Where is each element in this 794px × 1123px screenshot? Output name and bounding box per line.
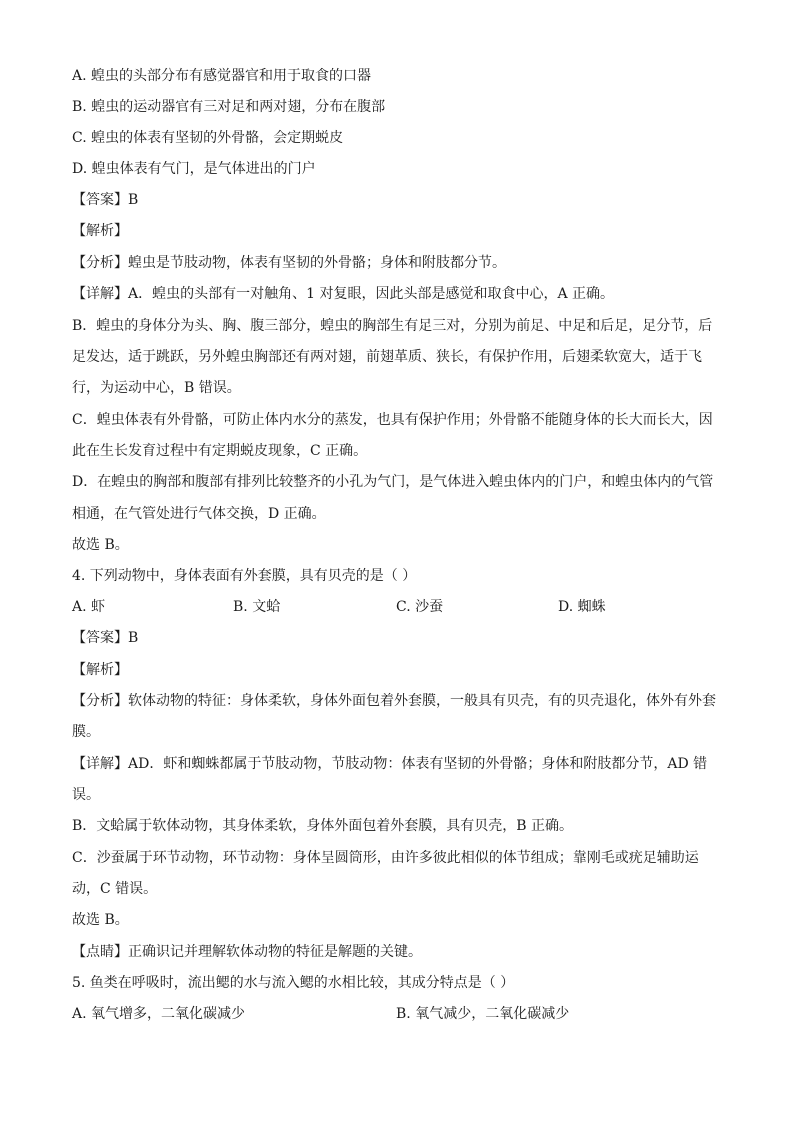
q3-detail-line: C．蝗虫体表有外骨骼，可防止体内水分的蒸发，也具有保护作用；外骨骼不能随身体的长大而长大，因	[72, 412, 713, 428]
q4-dianjing: 【点睛】正确识记并理解软体动物的特征是解题的关键。	[72, 944, 422, 960]
q4-option-a: A. 虾	[72, 599, 106, 615]
q4-detail-line: 【详解】AD．虾和蜘蛛都属于节肢动物，节肢动物：体表有坚韧的外骨骼；身体和附肢都分节，AD 错	[72, 756, 708, 772]
q4-option-b: B. 文蛤	[233, 599, 281, 615]
q3-detail-line: D．在蝗虫的胸部和腹部有排列比较整齐的小孔为气门，是气体进入蝗虫体内的门户，和蝗虫体内的气管	[72, 474, 714, 490]
q3-conclusion: 故选 B。	[72, 537, 129, 553]
q4-detail-line: 误。	[72, 787, 100, 803]
q3-analysis-fenxi: 【分析】蝗虫是节肢动物，体表有坚韧的外骨骼；身体和附肢都分节。	[72, 255, 506, 271]
q3-detail-line: 【详解】A．蝗虫的头部有一对触角、1 对复眼，因此头部是感觉和取食中心，A 正确。	[72, 286, 615, 302]
q4-detail-line: 动，C 错误。	[72, 881, 158, 897]
q4-analysis-fenxi: 【分析】软体动物的特征：身体柔软，身体外面包着外套膜，一般具有贝壳，有的贝壳退化，体外有外套	[72, 693, 716, 709]
q3-detail-line: 相通，在气管处进行气体交换，D 正确。	[72, 506, 326, 522]
q3-option-a: A. 蝗虫的头部分布有感觉器官和用于取食的口器	[72, 68, 372, 84]
q3-detail-line: 行，为运动中心，B 错误。	[72, 380, 241, 396]
q3-detail-line: 足发达，适于跳跃，另外蝗虫胸部还有两对翅，前翅革质、狭长，有保护作用，后翅柔软宽大，适于飞	[72, 349, 702, 365]
q4-conclusion: 故选 B。	[72, 912, 129, 928]
q4-option-d: D. 蜘蛛	[558, 599, 606, 615]
q4-option-c: C. 沙蚕	[396, 599, 444, 615]
q4-answer: 【答案】B	[72, 630, 139, 646]
q4-analysis-label: 【解析】	[72, 662, 128, 678]
q3-analysis-label: 【解析】	[72, 223, 128, 239]
q3-answer: 【答案】B	[72, 192, 139, 208]
q3-detail-line: B．蝗虫的身体分为头、胸、腹三部分，蝗虫的胸部生有足三对，分别为前足、中足和后足，足分节，后	[72, 318, 713, 334]
q4-detail-line: B．文蛤属于软体动物，其身体柔软，身体外面包着外套膜，具有贝壳，B 正确。	[72, 818, 574, 834]
q4-analysis-fenxi: 膜。	[72, 724, 100, 740]
q4-detail-line: C．沙蚕属于环节动物，环节动物：身体呈圆筒形，由许多彼此相似的体节组成；靠刚毛或疣足辅助运	[72, 850, 699, 866]
q5-option-b: B. 氧气减少，二氧化碳减少	[396, 1006, 570, 1022]
q3-option-c: C. 蝗虫的体表有坚韧的外骨骼，会定期蜕皮	[72, 130, 344, 146]
q3-option-b: B. 蝗虫的运动器官有三对足和两对翅，分布在腹部	[72, 99, 386, 115]
q5-stem: 5. 鱼类在呼吸时，流出鳃的水与流入鳃的水相比较，其成分特点是（ ）	[72, 975, 515, 991]
q5-option-a: A. 氧气增多，二氧化碳减少	[72, 1006, 246, 1022]
q4-stem: 4. 下列动物中，身体表面有外套膜，具有贝壳的是（ ）	[72, 568, 417, 584]
q3-option-d: D. 蝗虫体表有气门，是气体进出的门户	[72, 161, 316, 177]
q3-detail-line: 此在生长发育过程中有定期蜕皮现象，C 正确。	[72, 443, 368, 459]
